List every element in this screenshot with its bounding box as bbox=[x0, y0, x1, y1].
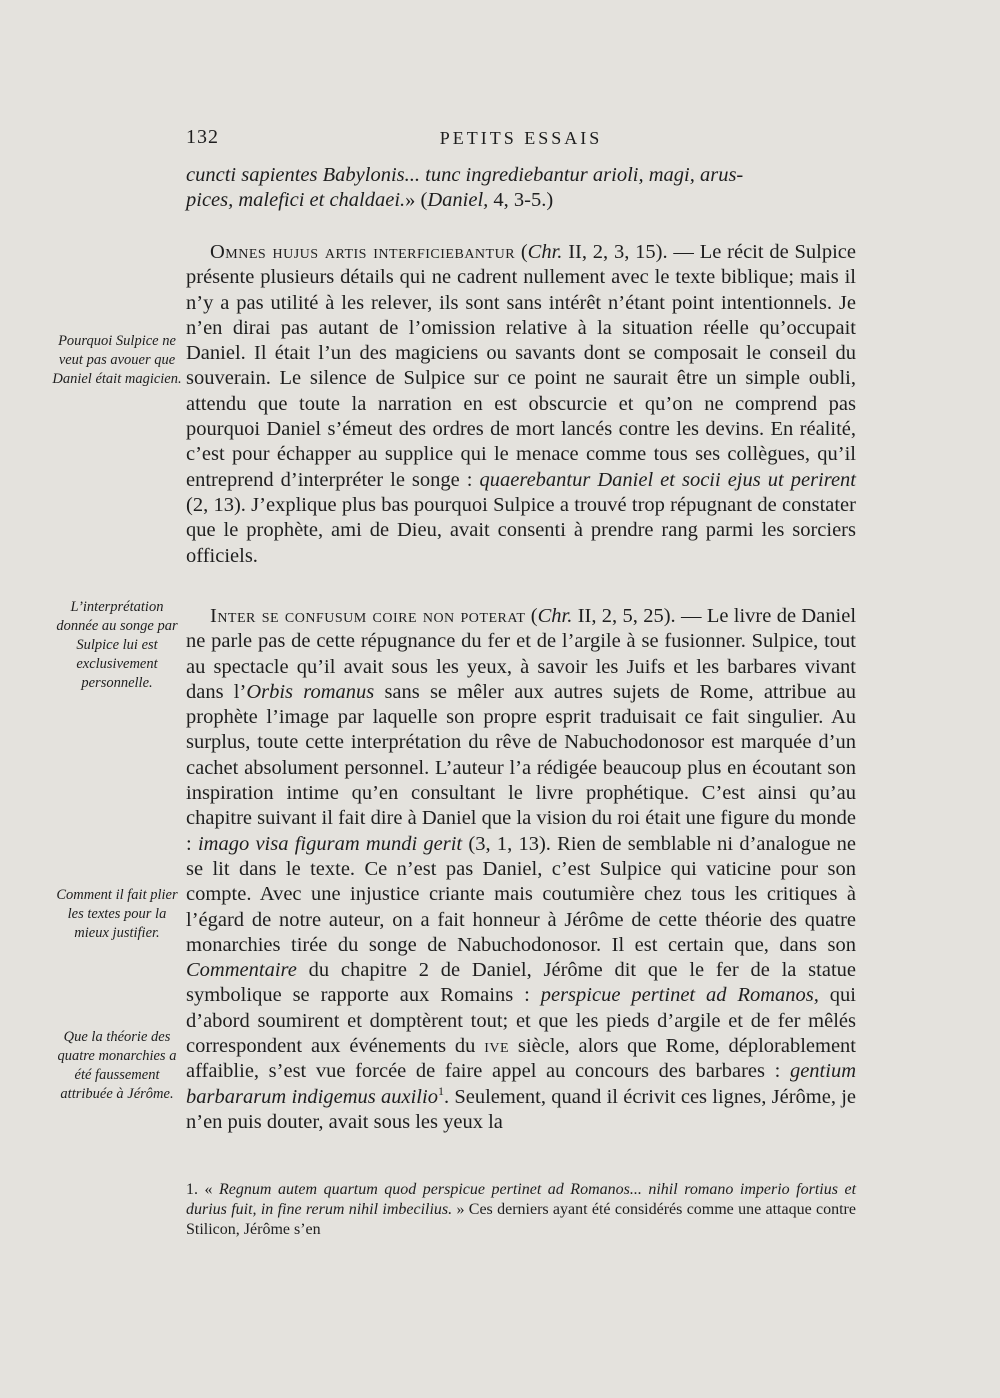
latin-quote: quaerebantur Daniel et socii ejus ut perirent bbox=[479, 468, 856, 491]
footnote-latin: Regnum autem quartum quod perspicue pertinet ad Romanos... nihil romano imperio fortius et durius fuit, in fine rerum nihil imbecilius. bbox=[186, 1181, 857, 1218]
footnote-text: » Ces derniers ayant été considérés comme une attaque contre Stilicon, Jérôme s’en bbox=[186, 1201, 856, 1238]
running-head: PETITS ESSAIS bbox=[439, 128, 603, 148]
paragraph-omnes: Omnes hujus artis interficiebantur (Chr. II, 2, 3, 15). — Le récit de Sulpice présente plusieurs détails qui ne cadrent nullement avec le texte biblique; mais il n’y a pas utilité à les relever, ils sont sans intérêt n’étant point intentionnels. Je n’en dirai pas autant de l’omission relative à la situation réelle qu’occupait Daniel. Il était l’un des magiciens ou savants dont se composait le conseil du souverain. Le silence de Sulpice sur ce point ne saurait être un simple oubli, attendu que toute la narration en est obscurcie et qu’on ne comprend pas pourquoi Daniel s’émeut des ordres de mort lancés contre les devins. En réalité, c’est pour échapper au supplice qui le menace comme tous ses collègues, qu’il entreprend d’interpréter le songe : quaerebantur Daniel et socii ejus ut perirent (2, 13). J’explique plus bas pourquoi Sulpice a trouvé trop répugnant de constater que le prophète, ami de Dieu, avait consenti à prendre rang parmi les sorciers officiels. bbox=[186, 241, 856, 567]
quote-line-1: cuncti sapientes Babylonis... tunc ingrediebantur arioli, magi, arus- bbox=[186, 164, 744, 186]
page-number: 132 bbox=[186, 126, 219, 148]
footnote-marker: 1. « bbox=[186, 1181, 213, 1198]
paragraph-heading: Omnes hujus artis interficiebantur bbox=[210, 241, 516, 263]
margin-note-quatre-monarchies: Que la théorie des quatre monarchies a été faussement attribuée à Jérôme. bbox=[57, 1029, 177, 1102]
footnote bbox=[186, 1180, 856, 1240]
paragraph-inter: Inter se confusum coire non poterat (Chr. II, 2, 5, 25). — Le livre de Daniel ne parle pas de cette répugnance du fer et de l’argile à se fusionner. Sulpice, tout au spectacle qu’il avait sous les yeux, à savoir les Juifs et les barbares vivant dans l’Orbis romanus sans se mêler aux autres sujets de Rome, attribue au prophète l’image par laquelle son propre esprit traduisait ce fait singulier. Au surplus, toute cette interprétation du rêve de Nabuchodonosor est marquée d’un cachet absolument personnel. L’auteur l’a rédigée beaucoup plus en écoutant son inspiration intime qu’en consultant le livre prophétique. C’est ainsi qu’au chapitre suivant il fait dire à Daniel que la vision du roi était une figure du monde : imago visa figuram mundi gerit (3, 1, 13). Rien de semblable ni d’analogue ne se lit dans le texte. Ce n’est pas Daniel, c’est Sulpice qui vaticine pour son compte. Avec une injustice criante mais coutumière chez tous les critiques à l’égard de notre auteur, on a fait honneur à Jérôme de cette théorie des quatre monarchies tirée du songe de Nabuchodonosor. Il est certain que, dans son Commentaire du chapitre 2 de Daniel, Jérôme dit que le fer de la statue symbolique se rapporte aux Romains : perspicue pertinet ad Romanos, qui d’abord soumirent et domptèrent tout; et que les pieds d’argile et de fer mêlés correspondent aux événements du ive siècle, alors que Rome, déplorablement affaiblie, s’est vue forcée de faire appel au concours des barbares : gentium barbararum indigemus auxilio$^1$. Seulement, quand il écrivit ces lignes, Jérôme, je n’en puis douter, avait sous les yeux la bbox=[186, 605, 857, 1133]
quote-line-2: pices, malefici et chaldaei.» (Daniel, 4, 3-5.) bbox=[186, 189, 554, 212]
margin-note-interpretation: L’interprétation donnée au songe par Sulpice lui est exclusivement personnelle. bbox=[56, 599, 178, 691]
margin-note-plier-textes: Comment il fait plier les textes pour la mieux justifier. bbox=[56, 887, 178, 941]
quote-block bbox=[186, 163, 856, 214]
margin-note-magicien: Pourquoi Sulpice ne veut pas avouer que Daniel était magicien. bbox=[52, 333, 182, 387]
paragraph-heading: Inter se confusum coire non poterat bbox=[210, 605, 526, 627]
footnote-reference: 1 bbox=[437, 1083, 444, 1098]
page-header bbox=[186, 126, 856, 156]
